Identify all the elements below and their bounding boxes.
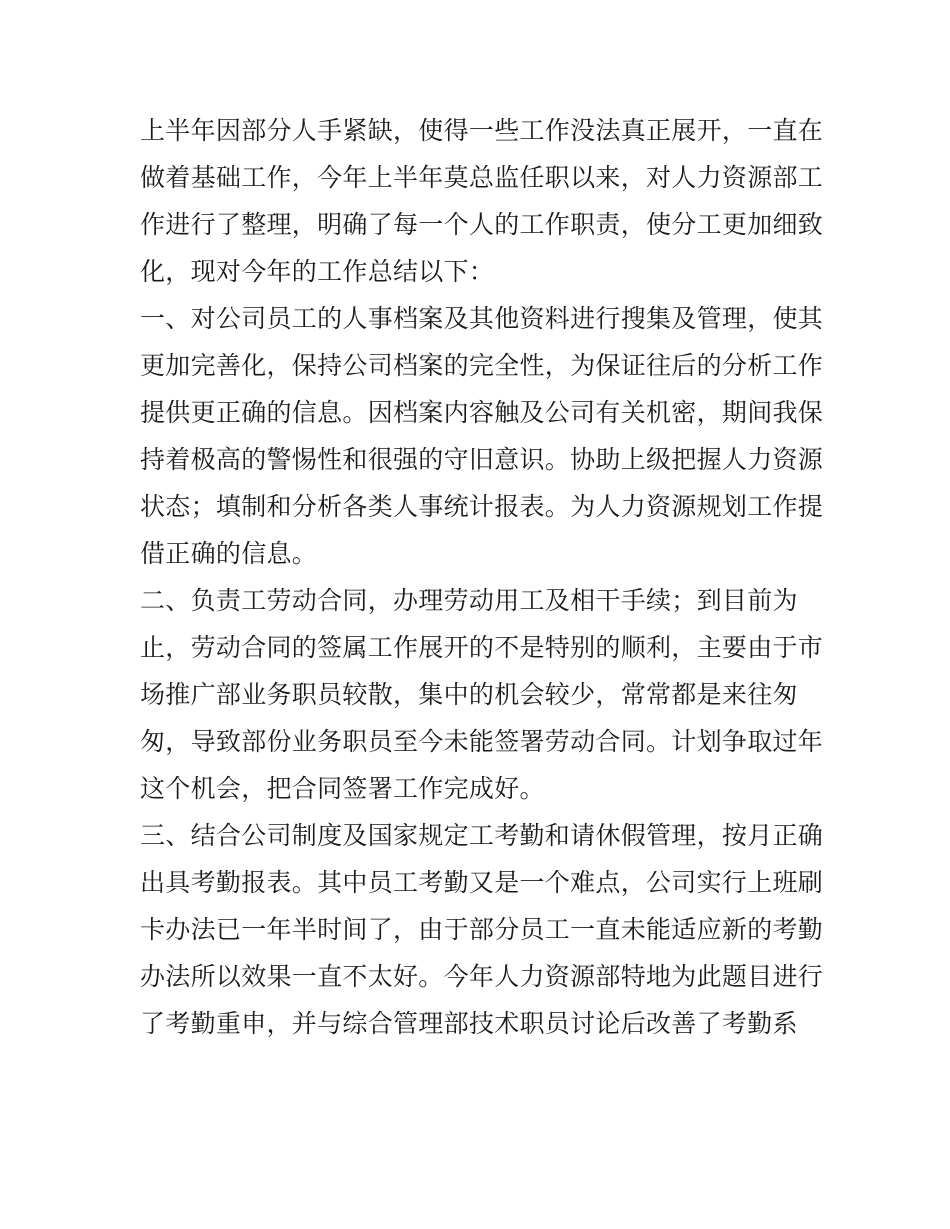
text-line: 这个机会，把合同签署工作完成好。	[140, 774, 545, 803]
text-line: 作进行了整理，明确了每一个人的工作职责，使分工更加细致	[140, 210, 824, 239]
text-line: 借正确的信息。	[140, 539, 318, 568]
text-line: 办法所以效果一直不太好。今年人力资源部特地为此题目进行	[140, 962, 824, 991]
text-line: 出具考勤报表。其中员工考勤又是一个难点，公司实行上班刷	[140, 868, 824, 897]
text-line: 匆，导致部份业务职员至今未能签署劳动合同。计划争取过年	[140, 727, 824, 756]
text-line: 场推广部业务职员较散，集中的机会较少，常常都是来往匆	[140, 680, 798, 709]
text-line: 二、负责工劳动合同，办理劳动用工及相干手续；到目前为	[140, 586, 798, 615]
text-line: 三、结合公司制度及国家规定工考勤和请休假管理，按月正确	[140, 821, 824, 850]
text-line: 提供更正确的信息。因档案内容触及公司有关机密，期间我保	[140, 398, 824, 427]
text-line: 一、对公司员工的人事档案及其他资料进行搜集及管理，使其	[140, 304, 824, 333]
text-line: 化，现对今年的工作总结以下：	[140, 257, 495, 286]
text-line: 了考勤重申，并与综合管理部技术职员讨论后改善了考勤系	[140, 1009, 798, 1038]
text-line: 持着极高的警惕性和很强的守旧意识。协助上级把握人力资源	[140, 445, 824, 474]
text-line: 上半年因部分人手紧缺，使得一些工作没法真正展开，一直在	[140, 116, 824, 145]
document-body	[140, 107, 824, 1047]
text-line: 更加完善化，保持公司档案的完全性，为保证往后的分析工作	[140, 351, 824, 380]
text-line: 状态；填制和分析各类人事统计报表。为人力资源规划工作提	[140, 492, 824, 521]
text-line: 做着基础工作，今年上半年莫总监任职以来，对人力资源部工	[140, 163, 824, 192]
text-line: 卡办法已一年半时间了，由于部分员工一直未能适应新的考勤	[140, 915, 824, 944]
text-line: 止，劳动合同的签属工作展开的不是特别的顺利，主要由于市	[140, 633, 824, 662]
